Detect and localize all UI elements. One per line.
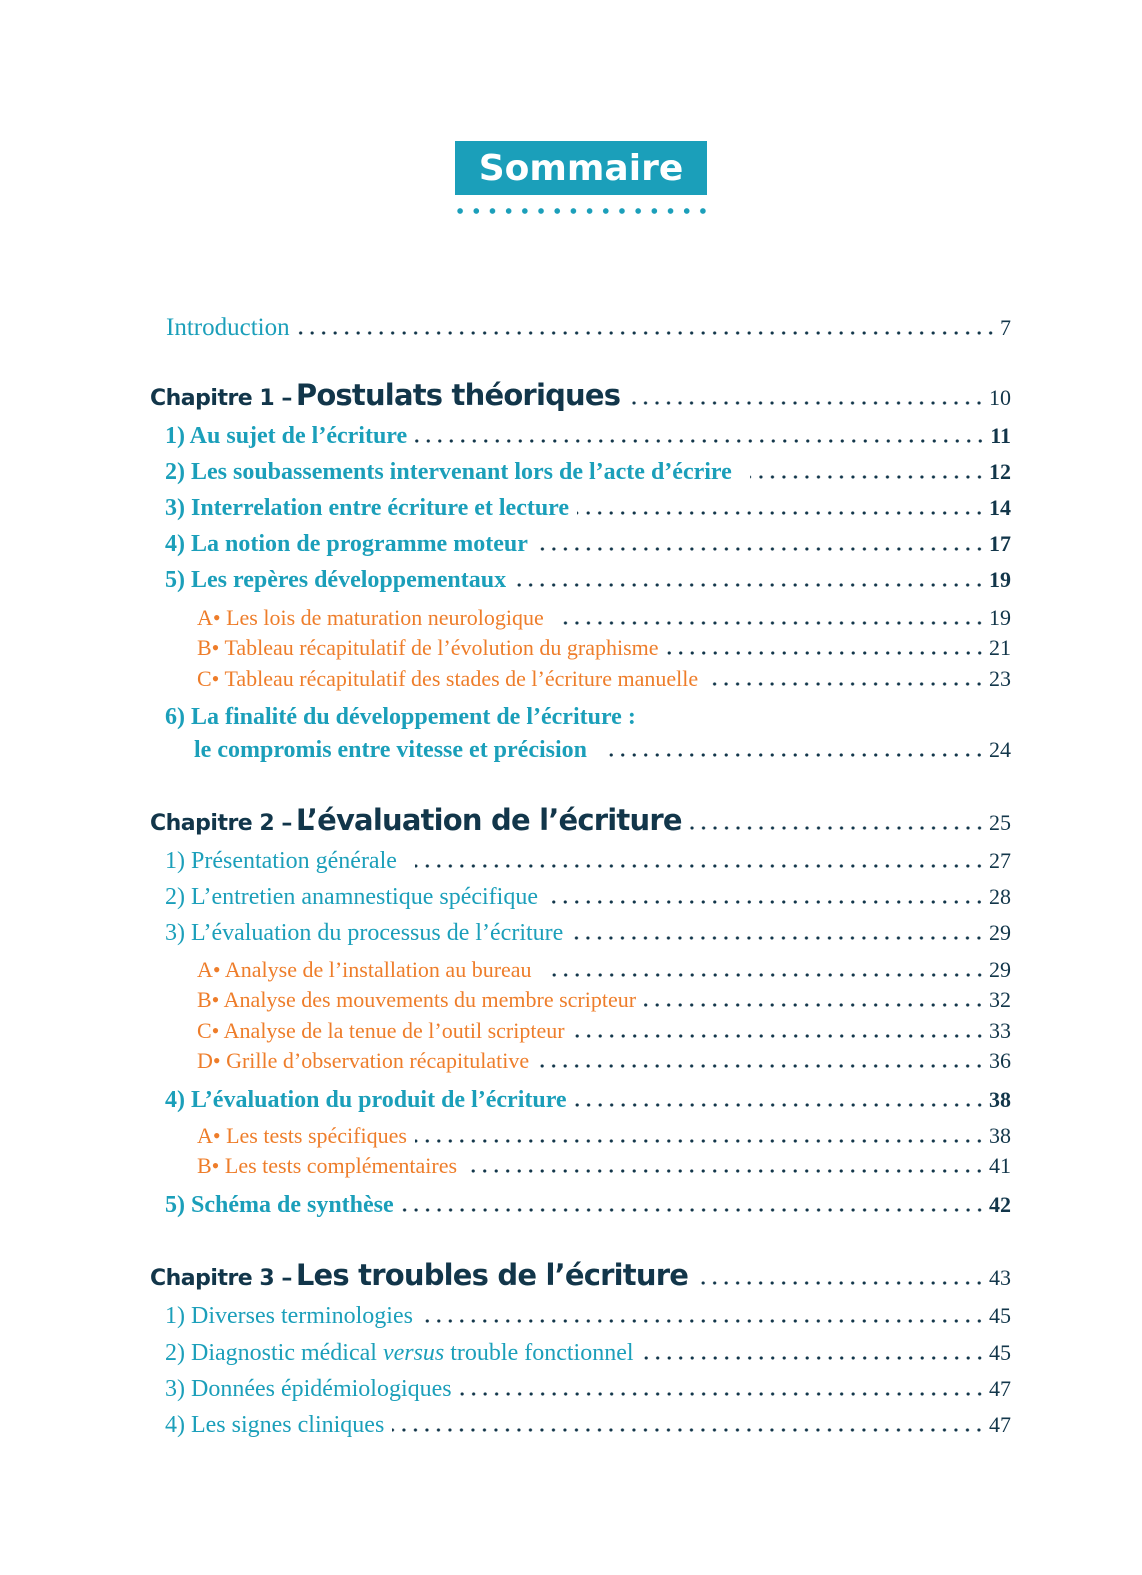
dot-leader bbox=[546, 900, 985, 904]
toc-entry-label-italic: versus bbox=[382, 1340, 445, 1366]
toc-entry-label: A• Les lois de maturation neurologique bbox=[197, 605, 544, 630]
toc-entry-page: 42 bbox=[989, 1192, 1011, 1217]
toc-entry-page: 47 bbox=[989, 1376, 1011, 1401]
dot-leader bbox=[605, 753, 985, 757]
toc-entry-page: 7 bbox=[1000, 315, 1011, 340]
toc-entry-page: 45 bbox=[989, 1340, 1011, 1365]
toc-section[interactable] bbox=[0, 567, 1142, 594]
dot-leader bbox=[696, 1281, 985, 1285]
toc-entry-page: 38 bbox=[989, 1087, 1011, 1112]
dot-leader bbox=[402, 1208, 985, 1212]
toc-entry-label: 5) Schéma de synthèse bbox=[165, 1192, 394, 1218]
toc-section[interactable] bbox=[0, 920, 1142, 947]
toc-entry-page: 19 bbox=[989, 605, 1011, 630]
toc-entry-label: 6) La finalité du développement de l’écriture : bbox=[165, 704, 636, 730]
dot-leader bbox=[421, 1319, 985, 1323]
toc-section[interactable] bbox=[0, 1303, 1142, 1330]
toc-entry-page: 36 bbox=[989, 1048, 1011, 1073]
dot-leader bbox=[750, 475, 985, 479]
toc-entry-label: 3) Interrelation entre écriture et lecture bbox=[165, 495, 570, 521]
toc-entry-label: A• Les tests spécifiques bbox=[197, 1123, 407, 1148]
dot-leader bbox=[536, 547, 985, 551]
toc-entry-page: 23 bbox=[989, 666, 1011, 691]
toc-entry-label: 3) Données épidémiologiques bbox=[165, 1376, 452, 1402]
toc-entry-page: 12 bbox=[989, 459, 1011, 484]
dot-leader bbox=[562, 621, 985, 625]
toc-section[interactable] bbox=[0, 531, 1142, 558]
toc-entry-label: 4) La notion de programme moteur bbox=[165, 531, 528, 557]
toc-subsection[interactable] bbox=[0, 666, 1142, 692]
dot-leader bbox=[460, 1392, 985, 1396]
toc-entry-label: C• Analyse de la tenue de l’outil scripteur bbox=[197, 1018, 565, 1043]
toc-section[interactable] bbox=[0, 1376, 1142, 1403]
toc-entry-page: 17 bbox=[989, 531, 1011, 556]
chapter-number: Chapitre 3 – bbox=[150, 1266, 292, 1291]
dot-leader bbox=[465, 1169, 985, 1173]
dot-leader bbox=[575, 1103, 985, 1107]
page-title bbox=[455, 141, 707, 195]
dot-leader bbox=[415, 1139, 985, 1143]
toc-section-line2[interactable] bbox=[0, 737, 1142, 764]
toc-entry-label: 3) L’évaluation du processus de l’écriture bbox=[165, 920, 564, 946]
toc-section-line1[interactable] bbox=[0, 704, 1142, 731]
toc-entry-page: 38 bbox=[989, 1123, 1011, 1148]
toc-entry-page: 29 bbox=[989, 920, 1011, 945]
toc-entry-page: 10 bbox=[989, 385, 1011, 410]
dot-leader bbox=[644, 1003, 985, 1007]
toc-entry-page: 21 bbox=[989, 635, 1011, 660]
toc-entry-label: B• Les tests complémentaires bbox=[197, 1153, 458, 1178]
toc-entry-page: 28 bbox=[989, 884, 1011, 909]
toc-section[interactable] bbox=[0, 848, 1142, 875]
toc-entry-page: 24 bbox=[989, 737, 1011, 762]
toc-entry-label: 4) L’évaluation du produit de l’écriture bbox=[165, 1087, 567, 1113]
toc-entry-label: B• Tableau récapitulatif de l’évolution du graphisme bbox=[197, 635, 659, 660]
toc-subsection[interactable] bbox=[0, 605, 1142, 631]
dot-leader bbox=[706, 682, 985, 686]
toc-section[interactable] bbox=[0, 1192, 1142, 1219]
title-dotted-underline bbox=[452, 207, 712, 215]
dot-leader bbox=[642, 1356, 985, 1360]
toc-section[interactable] bbox=[0, 459, 1142, 486]
chapter-title: L’évaluation de l’écriture bbox=[295, 803, 682, 837]
chapter-title: Les troubles de l’écriture bbox=[295, 1258, 689, 1292]
toc-entry-label: A• Analyse de l’installation au bureau bbox=[197, 957, 532, 982]
toc-entry-introduction[interactable] bbox=[0, 314, 1142, 342]
dot-leader bbox=[573, 1034, 985, 1038]
dot-leader bbox=[298, 331, 996, 335]
toc-section[interactable] bbox=[0, 1087, 1142, 1114]
toc-chapter-2[interactable] bbox=[0, 803, 1142, 837]
dot-leader bbox=[690, 826, 985, 830]
toc-section[interactable] bbox=[0, 1340, 1142, 1367]
toc-entry-page: 19 bbox=[989, 567, 1011, 592]
dot-leader bbox=[415, 864, 985, 868]
toc-entry-page: 11 bbox=[990, 423, 1011, 448]
toc-entry-page: 14 bbox=[989, 495, 1011, 520]
dot-leader bbox=[537, 1064, 985, 1068]
toc-section[interactable] bbox=[0, 495, 1142, 522]
toc-subsection[interactable] bbox=[0, 635, 1142, 661]
toc-chapter-1[interactable] bbox=[0, 378, 1142, 412]
toc-entry-label: Introduction bbox=[166, 314, 290, 341]
toc-section[interactable] bbox=[0, 423, 1142, 450]
toc-subsection[interactable] bbox=[0, 1153, 1142, 1179]
chapter-number: Chapitre 2 – bbox=[150, 811, 292, 836]
chapter-title: Postulats théoriques bbox=[295, 378, 621, 412]
dot-leader bbox=[571, 936, 985, 940]
toc-entry-label: 5) Les repères développementaux bbox=[165, 567, 507, 593]
toc-entry-page: 47 bbox=[989, 1412, 1011, 1437]
toc-entry-label: 4) Les signes cliniques bbox=[165, 1412, 385, 1438]
toc-entry-label: 1) Diverses terminologies bbox=[165, 1303, 413, 1329]
toc-entry-page: 43 bbox=[989, 1265, 1011, 1290]
dot-leader bbox=[550, 973, 985, 977]
toc-entry-page: 32 bbox=[989, 987, 1011, 1012]
toc-subsection[interactable] bbox=[0, 987, 1142, 1013]
toc-subsection[interactable] bbox=[0, 1048, 1142, 1074]
toc-entry-page: 29 bbox=[989, 957, 1011, 982]
toc-chapter-3[interactable] bbox=[0, 1258, 1142, 1292]
toc-entry-label: le compromis entre vitesse et précision bbox=[194, 737, 588, 763]
toc-entry-page: 27 bbox=[989, 848, 1011, 873]
toc-entry-label: trouble fonctionnel bbox=[444, 1340, 634, 1366]
dot-leader bbox=[514, 583, 985, 587]
toc-section[interactable] bbox=[0, 884, 1142, 911]
toc-entry-label: 2) L’entretien anamnestique spécifique bbox=[165, 884, 538, 910]
dot-leader bbox=[392, 1428, 985, 1432]
chapter-number: Chapitre 1 – bbox=[150, 386, 292, 411]
toc-subsection[interactable] bbox=[0, 1018, 1142, 1044]
dot-leader bbox=[415, 439, 986, 443]
toc-entry-label: 2) Diagnostic médical bbox=[165, 1340, 383, 1366]
toc-entry-label: B• Analyse des mouvements du membre scripteur bbox=[197, 987, 637, 1012]
toc-subsection[interactable] bbox=[0, 1123, 1142, 1149]
dot-leader bbox=[667, 651, 985, 655]
toc-entry-label: D• Grille d’observation récapitulative bbox=[197, 1048, 530, 1073]
dot-leader bbox=[577, 511, 985, 515]
toc-entry-page: 25 bbox=[989, 810, 1011, 835]
toc-section[interactable] bbox=[0, 1412, 1142, 1439]
toc-entry-label: C• Tableau récapitulatif des stades de l’écriture manuelle bbox=[197, 666, 699, 691]
toc-entry-page: 33 bbox=[989, 1018, 1011, 1043]
toc-entry-page: 41 bbox=[989, 1153, 1011, 1178]
dot-leader bbox=[628, 401, 985, 405]
page-title-text: Sommaire bbox=[478, 147, 684, 189]
toc-entry-label: 2) Les soubassements intervenant lors de l’acte d’écrire bbox=[165, 459, 732, 485]
toc-entry-label: 1) Au sujet de l’écriture bbox=[165, 423, 408, 449]
toc-entry-label: 1) Présentation générale bbox=[165, 848, 397, 874]
toc-entry-page: 45 bbox=[989, 1303, 1011, 1328]
toc-subsection[interactable] bbox=[0, 957, 1142, 983]
